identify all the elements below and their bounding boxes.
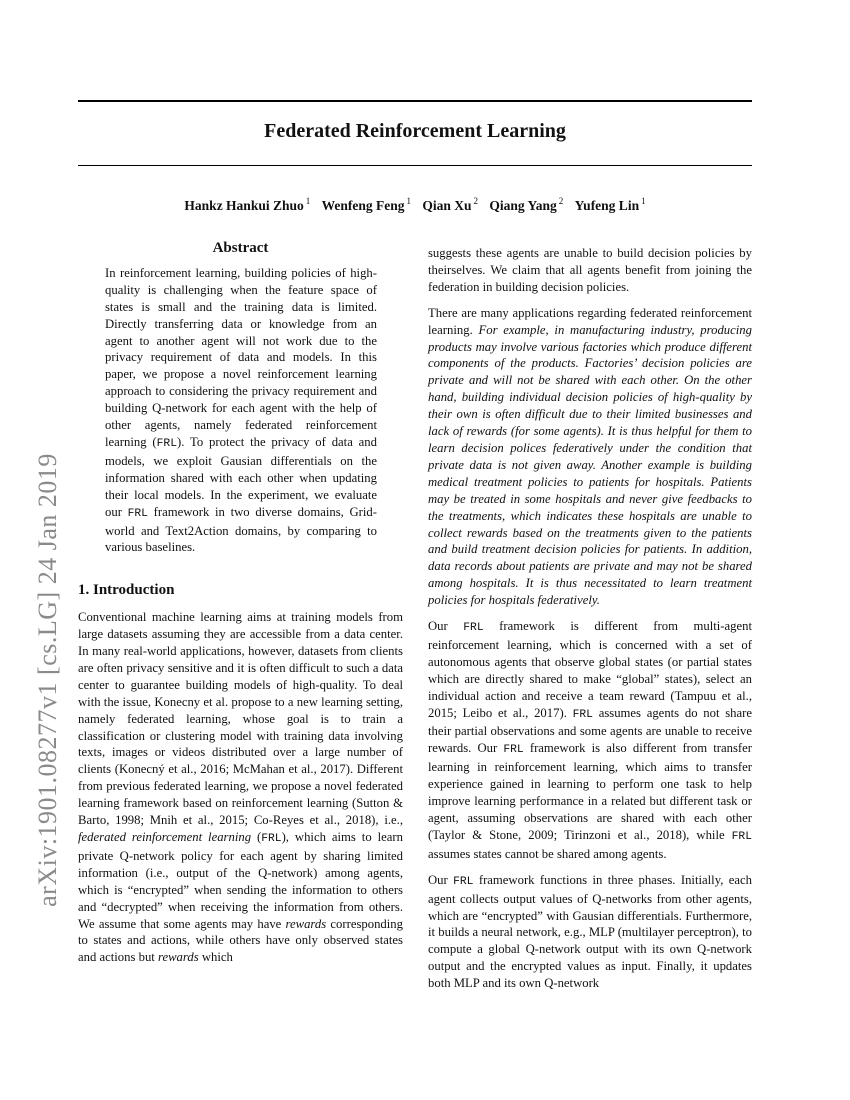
author xyxy=(489,198,563,213)
top-rule xyxy=(78,100,752,102)
author-affiliation: 1 xyxy=(305,196,311,206)
author xyxy=(422,198,478,213)
intro-paragraph-1-continued: suggests these agents are unable to build decision policies by theirselves. We claim that all agents benefit from joining the federation in building decision policies. xyxy=(428,246,752,294)
intro-paragraph-3: Our FRL framework is different from multi-agent reinforcement learning, which is concerned with a set of autonomous agents that observe global states (or partial states which are directly shared to make “global” states), select an individual action and receive a team reward (Tampuu et al., 2015; Leibo et al., 2017). FRL assumes agents do not share their partial observations and some agents are unable to receive rewards. Our FRL framework is also different from transfer learning in reinforcement learning, which aims to transfer experience gained in learning to perform one task to help improve learning performance in a related but different task or agent, assuming observations are shared with each other (Taylor & Stone, 2009; Tirinzoni et al., 2018), while FRL assumes states cannot be shared among agents. xyxy=(428,619,752,861)
intro-paragraph-2: There are many applications regarding federated reinforcement learning. For example, in manufacturing industry, producing products may involve various factories which produce different components of the products. Factories’ decision policies are private and will not be shared with each other. On the other hand, building individual decision policies of high-quality by their own is often difficult due to their limited businesses and lack of rewards (for some agents). It is thus helpful for them to learn decision polices federatively under the condition that private data is not given away. Another example is building medical treatment policies to patients for hospitals. Patients may be treated in some hospitals and never give feedbacks to the treatments, which indicates these hospitals are unable to collect rewards based on the treatments given to the patients and build treatment decision policies for patients. In addition, data records about patients are private and may not be shared among hospitals. It is thus necessitated to learn treatment policies for hospitals federatively. xyxy=(428,305,752,608)
title-bottom-rule xyxy=(78,165,752,166)
paper-title: Federated Reinforcement Learning xyxy=(264,120,566,142)
author-name: Qiang Yang xyxy=(489,197,557,213)
arxiv-identifier: arXiv:1901.08277v1 [cs.LG] 24 Jan 2019 xyxy=(33,453,62,907)
right-column xyxy=(428,245,752,1001)
section-heading-introduction: 1. Introduction xyxy=(78,582,175,599)
author-list xyxy=(78,196,752,214)
author xyxy=(184,198,310,213)
author-affiliation: 2 xyxy=(558,196,564,206)
author xyxy=(322,198,411,213)
author xyxy=(575,198,646,213)
author-affiliation: 1 xyxy=(406,196,411,206)
abstract-heading: Abstract xyxy=(212,240,269,256)
author-name: Qian Xu xyxy=(422,197,472,213)
intro-paragraph-4: Our FRL framework functions in three phases. Initially, each agent collects output values of Q-networks from other agents, which are “encrypted” with Gausian differentials. Furthermore, it builds a neural network, e.g., MLP (multilayer perceptron), to compute a global Q-network output with its own Q-network output and the encrypted values as input. Finally, it updates both MLP and its own Q-network xyxy=(428,872,752,991)
left-column xyxy=(78,240,403,975)
intro-paragraph-1: Conventional machine learning aims at training models from large datasets assuming they are accessible from a data center. In many real-world applications, however, datasets from clients are often privacy sensitive and it is often difficult to such a data center to guarantee building models of high-quality. To deal with the issue, Konecny et al. propose to a new learning setting, namely federated learning, whose goal is to train a classification or clustering model with training data involving texts, images or videos distributed over a large number of clients (Konecný et al., 2016; McMahan et al., 2017). Different from previous federated learning, we propose a novel federated learning framework based on reinforcement learning (Sutton & Barto, 1998; Mnih et al., 2015; Co-Reyes et al., 2018), i.e., federated reinforcement learning (FRL), which aims to learn private Q-network policy for each agent by sharing limited information (i.e., output of the Q-network) among agents, which is “encrypted” when sending the information to others and “decrypted” when receiving the information from others. We assume that some agents may have rewards corresponding to states and actions, while others have only observed states and actions but rewards which xyxy=(78,610,403,965)
abstract-body: In reinforcement learning, building policies of high-quality is challenging when the feature space of states is small and the training data is limited. Directly transferring data or knowledge from an agent to another agent will not work due to the privacy requirement of data and models. In this paper, we propose a novel reinforcement learning approach to considering the privacy requirement and building Q-network for each agent with the help of other agents, namely federated reinforcement learning (FRL). To protect the privacy of data and models, we exploit Gausian differentials on the information shared with each other when updating their local models. In the experiment, we evaluate our FRL framework in two diverse domains, Grid-world and Text2Action domains, by comparing to various baselines. xyxy=(105,265,378,555)
author-name: Wenfeng Feng xyxy=(321,197,405,213)
author-name: Yufeng Lin xyxy=(574,197,640,213)
author-name: Hankz Hankui Zhuo xyxy=(184,197,304,213)
author-affiliation: 2 xyxy=(473,196,479,206)
author-affiliation: 1 xyxy=(641,196,646,206)
